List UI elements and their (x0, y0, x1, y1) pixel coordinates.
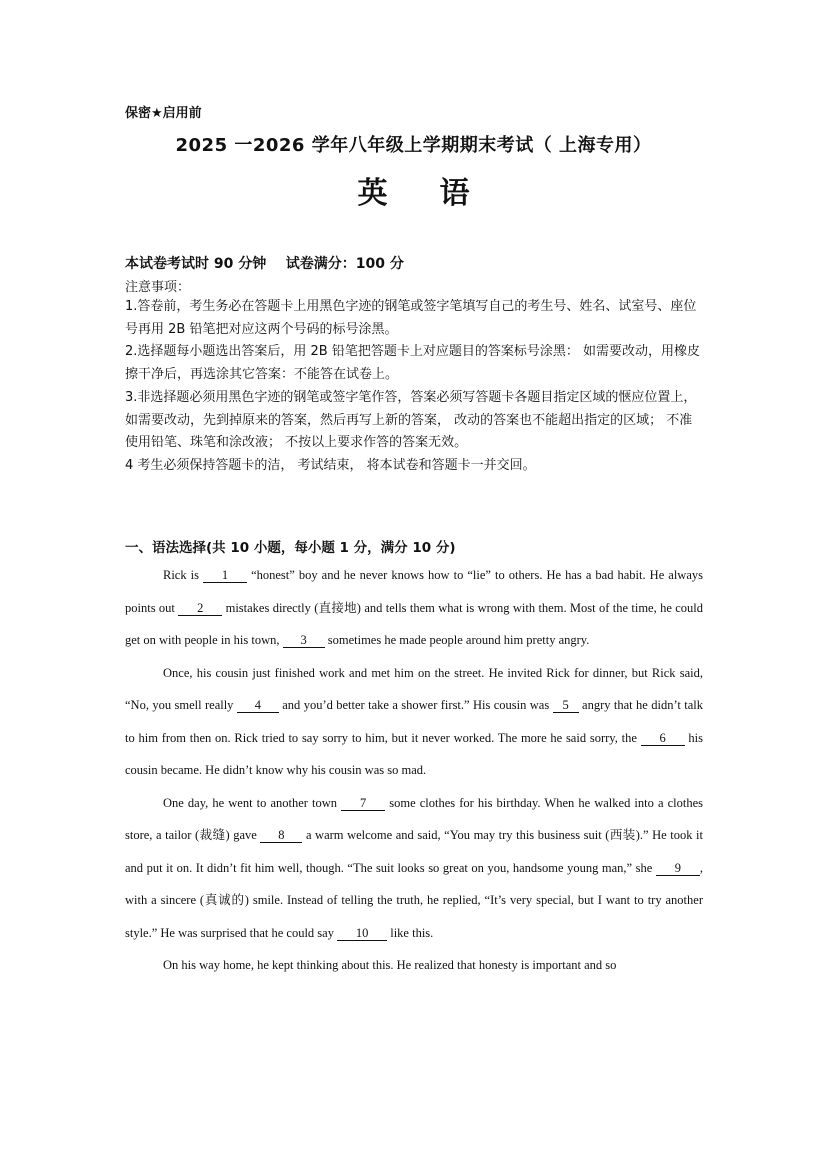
confidential-label: 保密★启用前 (125, 106, 202, 121)
blank-2[interactable]: 2 (178, 601, 222, 616)
blank-8[interactable]: 8 (260, 828, 302, 843)
text-run: Once, his cousin just finished work and met him on the street. He invited Rick for dinner, but Rick said, “No, you smell really (125, 665, 703, 712)
text-run: angry that he didn’t talk to him from then on. Rick tried to say sorry to him, but it never worked. The more he said sorry, the (125, 698, 703, 745)
blank-5[interactable]: 5 (553, 698, 579, 713)
section-heading: 一、语法选择(共 10 小题，每小题 1 分，满分 10 分) (125, 540, 456, 556)
blank-3[interactable]: 3 (283, 633, 325, 648)
paragraph-4 (125, 949, 703, 982)
notes-list (125, 296, 705, 478)
text-run: Rick is (163, 568, 204, 582)
text-run: his cousin became. He didn’t know why his cousin was so mad. (125, 730, 703, 777)
exam-title: 2025 一2026 学年八年级上学期期末考试（ 上海专用） (175, 135, 652, 156)
blank-6[interactable]: 6 (641, 731, 685, 746)
note-item: 3.非选择题必须用黑色字迹的钢笔或签字笔作答，答案必须写答题卡各题目指定区域的惬应位置上，如需要改动，先到掉原来的答案，然后再写上新的答案， 改动的答案也不能超出指定的区域； 不准使用铅笔、珠笔和涂改液； 不按以上要求作答的答案无效。 (125, 389, 697, 451)
text-run: sometimes he made people around him pretty angry. (324, 633, 590, 647)
note-item: 4 考生必须保持答题卡的洁， 考试结束， 将本试卷和答题卡一并交回。 (125, 457, 536, 473)
text-run: a warm welcome and said, “You may try this business suit (西装).” He took it and put it on. It didn’t fit him well, though. “The suit looks so great on you, handsome young man,” she (125, 828, 703, 875)
text-run: mistakes directly (直接地) and tells them what is wrong with them. Most of the time, he could get on with people in his town, (125, 600, 703, 647)
text-run: and you’d better take a shower first.” His cousin was (278, 698, 553, 712)
blank-1[interactable]: 1 (203, 568, 247, 583)
blank-10[interactable]: 10 (337, 926, 387, 941)
paragraph-3 (125, 787, 703, 950)
blank-4[interactable]: 4 (237, 698, 279, 713)
note-item: 1.答卷前，考生务必在答题卡上用黑色字迹的钢笔或签字笔填写自己的考生号、姓名、试室号、座位号再用 2B 铅笔把对应这两个号码的标号涂黑。 (125, 299, 697, 337)
notes-heading: 注意事项： (125, 280, 191, 295)
passage (125, 559, 703, 982)
text-run: some clothes for his birthday. When he walked into a clothes store, a tailor (裁缝) gave (125, 795, 703, 842)
text-run: “honest” boy and he never knows how to “lie” to others. He has a bad habit. He always points out (125, 568, 703, 615)
text-run: On his way home, he kept thinking about this. He realized that honesty is important and so (163, 958, 617, 972)
text-run: , with a sincere (真诚的) smile. Instead of telling the truth, he replied, “It’s very special, but I want to try another style.” He was surprised that he could say (125, 860, 703, 940)
blank-7[interactable]: 7 (341, 796, 385, 811)
note-item: 2.选择题每小题选出答案后，用 2B 铅笔把答题卡上对应题目的答案标号涂黑： 如需要改动，用橡皮擦干净后，再选涂其它答案：不能答在试卷上。 (125, 344, 700, 383)
exam-info: 本试卷考试时 90 分钟 试卷满分：100 分 (125, 256, 404, 272)
paragraph-2 (125, 657, 703, 787)
subject-title: 英语 (357, 176, 522, 211)
text-run: One day, he went to another town (163, 795, 342, 810)
text-run: like this. (387, 925, 434, 940)
paragraph-1 (125, 559, 703, 657)
blank-9[interactable]: 9 (656, 861, 700, 876)
